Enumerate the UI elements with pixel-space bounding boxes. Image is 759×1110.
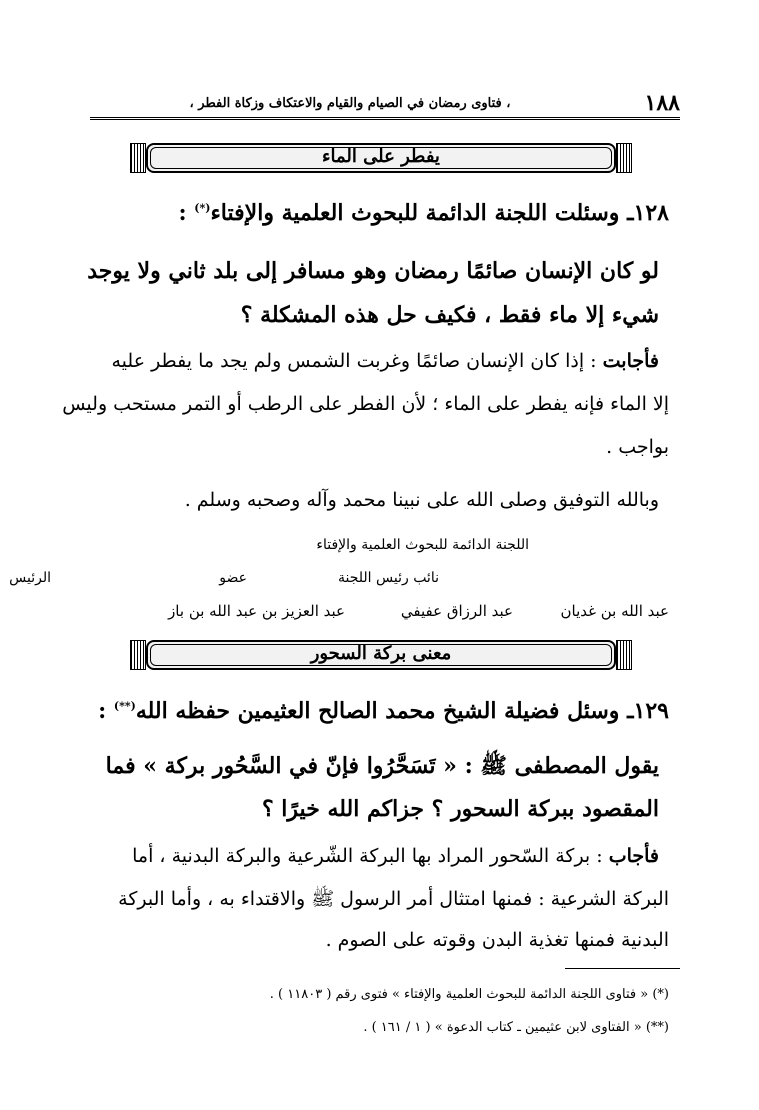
answer-line: إلا الماء فإنه يفطر على الماء ؛ لأن الفطر على الرطب أو التمر مستحب وليس bbox=[62, 393, 669, 415]
heading-colon: : bbox=[98, 698, 114, 724]
question-line: لو كان الإنسان صائمًا رمضان وهو مسافر إلى بلد ثاني ولا يوجد bbox=[87, 258, 659, 284]
answer-line: بواجب . bbox=[606, 436, 669, 458]
question-heading-text: ١٢٨ـ وسئلت اللجنة الدائمة للبحوث العلمية والإفتاء bbox=[210, 200, 669, 226]
signatory-president: عبد العزيز بن عبد الله بن باز bbox=[168, 602, 345, 620]
committee-name: اللجنة الدائمة للبحوث العلمية والإفتاء bbox=[316, 537, 529, 553]
question-heading-128 bbox=[179, 200, 670, 226]
question-line: شيء إلا ماء فقط ، فكيف حل هذه المشكلة ؟ bbox=[240, 302, 659, 328]
page-number: ١٨٨ bbox=[644, 90, 680, 116]
answer-text: : بركة السّحور المراد بها البركة الشّرعية والبركة البدنية ، أما bbox=[132, 845, 609, 867]
section-banner-1 bbox=[130, 143, 632, 173]
answer-line: البركة الشرعية : فمنها امتثال أمر الرسول ﷺ والاقتداء به ، وأما البركة bbox=[118, 888, 669, 910]
role-deputy: نائب رئيس اللجنة bbox=[338, 570, 439, 586]
answer-lead: فأجابت bbox=[602, 350, 659, 372]
footnote-mark: (*) bbox=[194, 201, 211, 215]
footnote-mark: (**) bbox=[113, 699, 136, 713]
question-line: يقول المصطفى ﷺ : « تَسَحَّرُوا فإنّ في السَّحُور بركة » فما bbox=[105, 753, 659, 779]
signatory-member: عبد الله بن غديان bbox=[560, 602, 669, 620]
heading-colon: : bbox=[178, 200, 195, 226]
role-president: الرئيس bbox=[9, 570, 51, 586]
question-heading-129 bbox=[98, 698, 669, 724]
answer-line bbox=[111, 350, 659, 372]
footnote-rule bbox=[565, 968, 680, 969]
header-rule bbox=[90, 117, 680, 120]
running-header bbox=[90, 90, 680, 116]
question-heading-text: ١٢٩ـ وسئل فضيلة الشيخ محمد الصالح العثيمين حفظه الله bbox=[135, 698, 669, 724]
answer-line: البدنية فمنها تغذية البدن وقوته على الصوم . bbox=[325, 929, 669, 951]
answer-line bbox=[132, 845, 659, 867]
closing-prayer: وبالله التوفيق وصلى الله على نبينا محمد وآله وصحبه وسلم . bbox=[184, 489, 659, 511]
answer-text: : إذا كان الإنسان صائمًا وغربت الشمس ولم يجد ما يفطر عليه bbox=[111, 350, 603, 372]
section-banner-2 bbox=[130, 640, 632, 670]
banner-title: يفطر على الماء bbox=[322, 146, 440, 167]
book-title: ، فتاوى رمضان في الصيام والقيام والاعتكاف وزكاة الفطر ، bbox=[189, 96, 511, 111]
signatory-deputy: عبد الرزاق عفيفي bbox=[400, 602, 513, 620]
banner-title: معنى بركة السحور bbox=[310, 643, 452, 664]
footnote: (**) « الفتاوى لابن عثيمين ـ كتاب الدعوة » ( ١ / ١٦١ ) . bbox=[363, 1020, 669, 1035]
role-member: عضو bbox=[219, 570, 247, 586]
question-line: المقصود ببركة السحور ؟ جزاكم الله خيرًا ؟ bbox=[261, 796, 659, 822]
footnote: (*) « فتاوى اللجنة الدائمة للبحوث العلمية والإفتاء » فتوى رقم ( ١١٨٠٣ ) . bbox=[269, 987, 669, 1002]
answer-lead: فأجاب bbox=[608, 845, 659, 867]
